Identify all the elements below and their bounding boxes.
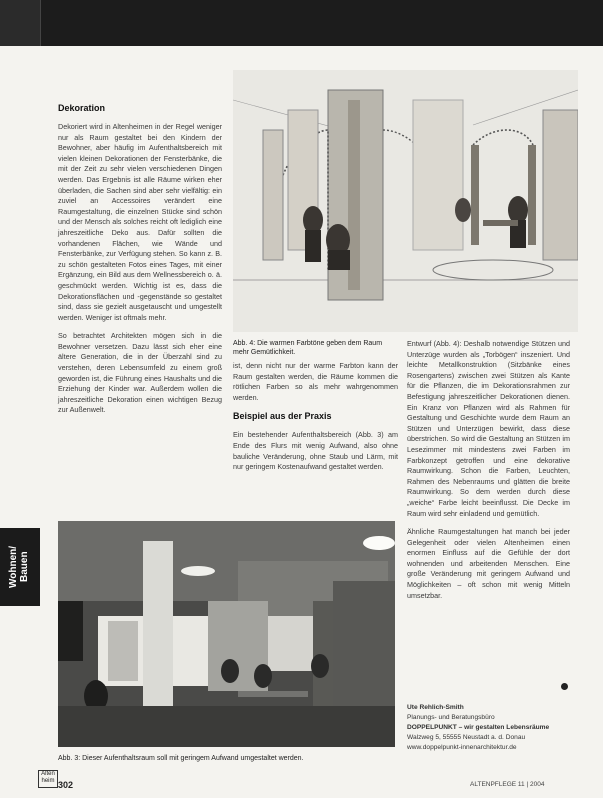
- paragraph: Entwurf (Abb. 4): Deshalb notwendige Stützen und Unterzüge wurden als „Torbögen“ inszeniert. Und leichte Metallkonstruktion (Sitzbänke eines Rosengartens) zwischen zwei Stützen als Kante für die Pflanzen, die im Dekorationsrahmen zur Befestigung jahreszeitlicher Dekorationen dienen. Ein Kranz von Pflanzen wird als Rahmen für Gestaltung und Geschichte wurde dem Raum an Stützen und Unterzügen bewirkt, dass diese überstrichen. So wird die Gestaltung an Stützen im Lesezimmer mit mindestens zwei Farben im Farbkonzept getroffen und eine dekorative Raumwirkung. Schon die Farben, Leuchten, Rahmen des Nebenraums und glätten die breite Raumwirkung. So dem werden durch diese „weiche“ Farbe leicht beeinflusst. Die Decke im Raum wird sehr einladend und gemütlich.: [407, 339, 570, 518]
- paragraph: Ein bestehender Aufenthaltsbereich (Abb. 3) am Ende des Flurs mit wenig Aufwand, also ohne bauliche Veränderung, ohne Staub und Lärm, mit nur geringem Kostenaufwand gestaltet werden.: [233, 430, 398, 472]
- section-tab-label: Wohnen/ Bauen: [8, 545, 30, 589]
- column-right: [407, 339, 570, 689]
- journal-logo: Alten heim: [38, 770, 58, 788]
- column-middle: [233, 361, 398, 521]
- author-line: www.doppelpunkt-innenarchitektur.de: [407, 744, 517, 751]
- paragraph: Dekoriert wird in Altenheimen in der Regel weniger nur als Raum gestaltet bei den Kindern der Bewohner, aber häufig im Aufenthaltsbereich mit vielen kleinen Dekorationen der Fensterbänke, die mit der Zeit zu sehr vielen verschiedenen Dingen werden. Das Ergebnis ist alle Räume wirken eher überladen, die Sachen sind aber sehr vielfältig: ein zuviel an Accessoires verändert eine Raumgestaltung, die einzelnen Stücke sind schön und der Mensch als solches reicht oft lediglich eine jahreszeitliche Deko aus. Dafür sollten die vorhandenen Flächen, wie Wände und Fensterbänke, zur Verfügung stehen. So kann z. B. zu schön gestalteten Fotos eines Tages, mit einer Ergänzung, ein Bild aus dem Wellnessbereich o. ä. geschmückt werden. Wichtig ist es, dass die Dekorationsflächen und -gegenstände so gestaltet sind, dass sie gezielt ausgetauscht und umgestellt werden. Weniger ist oftmals mehr.: [58, 122, 222, 322]
- author-line: Planungs- und Beratungsbüro: [407, 714, 495, 721]
- author-name: Ute Rehlich-Smith: [407, 704, 464, 711]
- column-left: [58, 103, 222, 475]
- author-info: [407, 703, 572, 753]
- author-line: Walzweg 5, 55555 Neustadt a. d. Donau: [407, 734, 526, 741]
- author-line: DOPPELPUNKT – wir gestalten Lebensräume: [407, 724, 550, 731]
- figure-caption-4: Abb. 4: Die warmen Farbtöne geben dem Raum mehr Gemütlichkeit.: [233, 340, 383, 356]
- figure-photo-image: [58, 521, 395, 747]
- header-bar: [0, 0, 603, 46]
- section-heading-dekoration: Dekoration: [58, 103, 106, 113]
- figure-sketch-image: [233, 70, 578, 332]
- end-mark: [561, 683, 568, 690]
- journal-issue: ALTENPFLEGE 11 | 2004: [470, 781, 545, 788]
- figure-caption-3: Abb. 3: Dieser Aufenthaltsraum soll mit geringem Aufwand umgestaltet werden.: [58, 755, 304, 762]
- page-number: 302: [58, 780, 74, 790]
- paragraph: Ähnliche Raumgestaltungen hat manch bei jeder Gelegenheit oder vielen Altenheimen einen enormen Einfluss auf die Gefühle der dort wohnenden und arbeitenden Menschen. Eine große Veränderung mit geringem Aufwand und Möglichkeiten – oft schon mit wenig Mitteln umsetzbar.: [407, 527, 570, 600]
- header-notch: [0, 0, 41, 46]
- section-heading-praxis: Beispiel aus der Praxis: [233, 411, 332, 422]
- paragraph: ist, denn nicht nur der warme Farbton kann der Raum gestalten werden, die Räume kommen die rötlichen Farben so als mehr wahrgenommen werden.: [233, 361, 398, 402]
- paragraph: So betrachtet Architekten mögen sich in die Bewohner versetzen. Dazu lässt sich eher eine ältere Generation, die in der Überzahl sind zu verstehen, deren Lebensumfeld zu einem groß geworden ist, die Führung eines Haushalts und die Erziehung der Kinder war. Außerdem wollen die jahreszeitliche Dekoration einen wichtigen Bezug zur Außenwelt.: [58, 331, 222, 415]
